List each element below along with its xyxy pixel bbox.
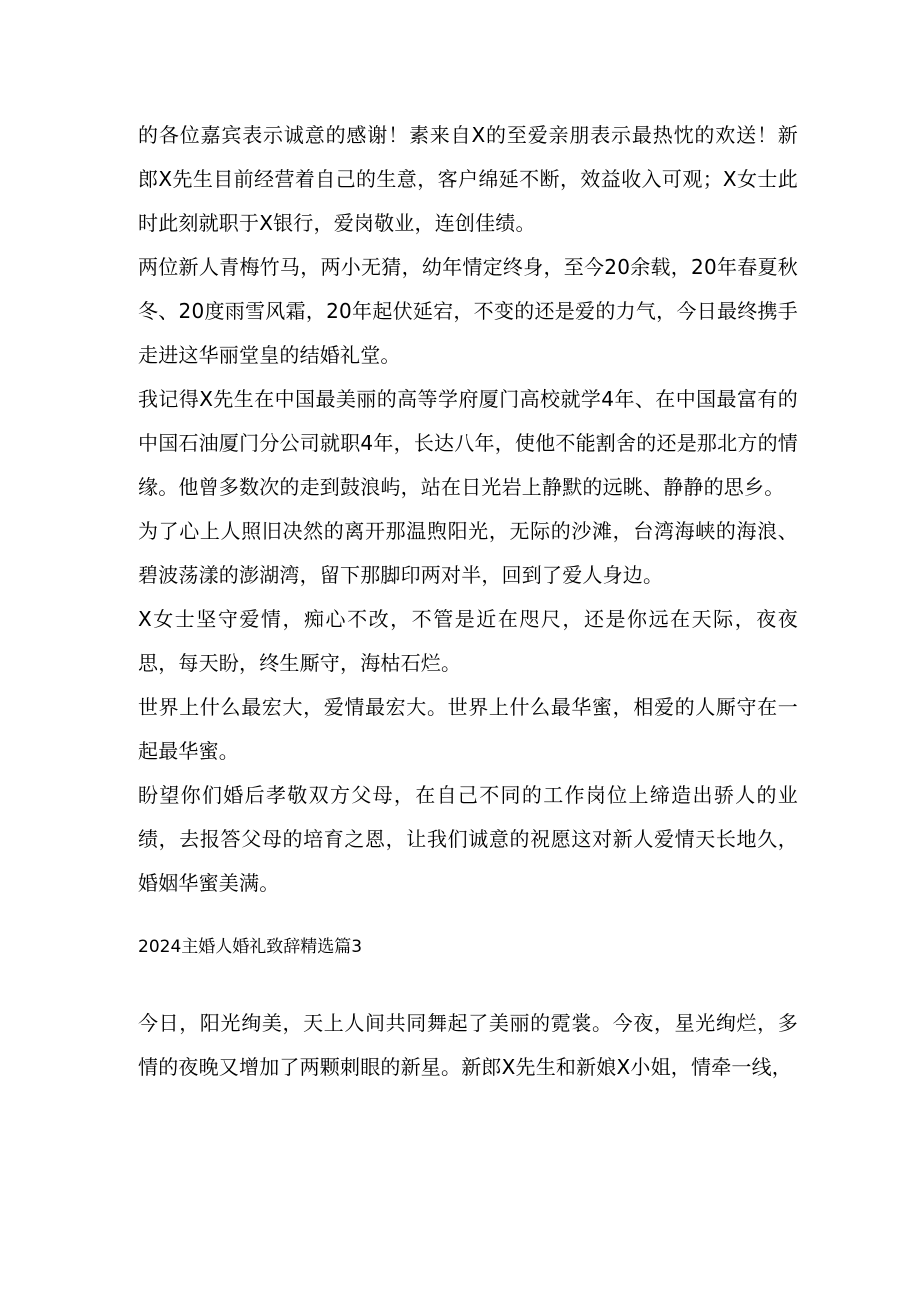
paragraph-xiamen: 我记得X先生在中国最美丽的高等学府厦门高校就学4年、在中国最富有的中国石油厦门分公司就职4年，长达八年，使他不能割舍的还是那北方的情缘。他曾多数次的走到鼓浪屿，站在日光岩上静默的远眺、静静的思乡。: [138, 387, 798, 499]
paragraph-thanks: 的各位嘉宾表示诚意的感谢！素来自X的至爱亲朋表示最热忱的欢送！新郎X先生目前经营着自己的生意，客户绵延不断，效益收入可观；X女士此时此刻就职于X银行，爱岗敬业，连创佳绩。: [138, 123, 798, 235]
section-heading: 2024主婚人婚礼致辞精选篇3: [138, 937, 363, 957]
paragraph-devotion: X女士坚守爱情，痴心不改，不管是近在咫尺，还是你远在天际，夜夜思，每天盼，终生厮守，海枯石烂。: [138, 607, 798, 675]
paragraph-today: 今日，阳光绚美，天上人间共同舞起了美丽的霓裳。今夜，星光绚烂，多情的夜晚又增加了两颗刺眼的新星。新郎X先生和新娘X小姐，情牵一线，: [138, 1011, 798, 1079]
paragraph-return: 为了心上人照旧决然的离开那温煦阳光，无际的沙滩，台湾海峡的海浪、碧波荡漾的澎湖湾，留下那脚印两对半，回到了爱人身边。: [138, 519, 798, 587]
document-body: [138, 113, 798, 1089]
paragraph-childhood-sweethearts: 两位新人青梅竹马，两小无猜，幼年情定终身，至今20余载，20年春夏秋冬、20度雨雪风霜，20年起伏延宕，不变的还是爱的力气，今日最终携手走进这华丽堂皇的结婚礼堂。: [138, 255, 798, 367]
paragraph-wishes: 盼望你们婚后孝敬双方父母，在自己不同的工作岗位上缔造出骄人的业绩，去报答父母的培育之恩，让我们诚意的祝愿这对新人爱情天长地久，婚姻华蜜美满。: [138, 783, 798, 895]
paragraph-greatest-love: 世界上什么最宏大，爱情最宏大。世界上什么最华蜜，相爱的人厮守在一起最华蜜。: [138, 695, 798, 763]
